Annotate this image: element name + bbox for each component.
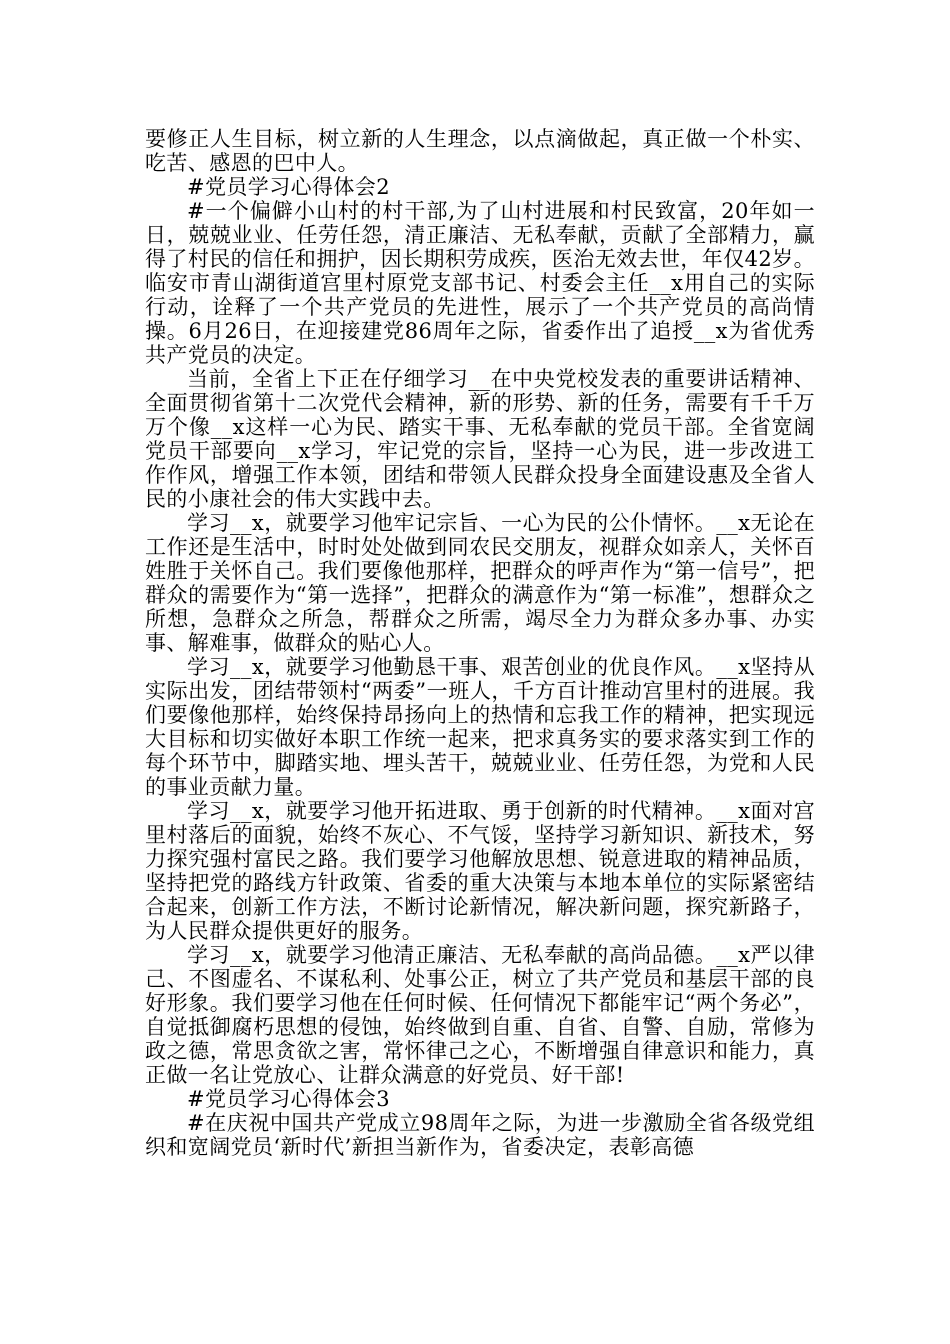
paragraph: #一个偏僻小山村的村干部,为了山村进展和村民致富，20年如一日，兢兢业业、任劳任怨，清正廉洁、无私奉献，贡献了全部精力，赢得了村民的信任和拥护，因长期积劳成疾，医治无效去世，年仅42岁。临安市青山湖街道宫里村原党支部书记、村委会主任__x用自己的实际行动，诠释了一个共产党员的先进性，展示了一个共产党员的高尚情操。6月26日，在迎接建党86周年之际，省委作出了追授__x为省优秀共产党员的决定。 [145, 199, 815, 367]
paragraph: 学习__x，就要学习他开拓进取、勇于创新的时代精神。__x面对宫里村落后的面貌，始终不灰心、不气馁，坚持学习新知识、新技术，努力探究强村富民之路。我们要学习他解放思想、锐意进取的精神品质，坚持把党的路线方针政策、省委的重大决策与本地本单位的实际紧密结合起来，创新工作方法，不断讨论新情况，解决新问题，探究新路子，为人民群众提供更好的服务。 [145, 799, 815, 943]
section-heading-3: #党员学习心得体会3 [187, 1087, 390, 1111]
paragraph: 学习__x，就要学习他清正廉洁、无私奉献的高尚品德。__x严以律己、不图虚名、不谋私利、处事公正，树立了共产党员和基层干部的良好形象。我们要学习他在任何时候、任何情况下都能牢记“两个务必”，自觉抵御腐朽思想的侵蚀，始终做到自重、自省、自警、自励，常修为政之德，常思贪欲之害，常怀律己之心，不断增强自律意识和能力，真正做一名让党放心、让群众满意的好党员、好干部! [145, 943, 815, 1087]
section-heading-2: #党员学习心得体会2 [187, 175, 390, 199]
paragraph: 学习__x，就要学习他牢记宗旨、一心为民的公仆情怀。__x无论在工作还是生活中，时时处处做到同农民交朋友，视群众如亲人，关怀百姓胜于关怀自己。我们要像他那样，把群众的呼声作为“第一信号”，把群众的需要作为“第一选择”，把群众的满意作为“第一标准”，想群众之所想，急群众之所急，帮群众之所需，竭尽全力为群众多办事、办实事、解难事，做群众的贴心人。 [145, 511, 815, 655]
paragraph-continuation: 要修正人生目标，树立新的人生理念，以点滴做起，真正做一个朴实、吃苦、感恩的巴中人。 [145, 127, 815, 175]
paragraph: #在庆祝中国共产党成立98周年之际，为进一步激励全省各级党组织和宽阔党员‘新时代’新担当新作为，省委决定，表彰高德 [145, 1111, 815, 1159]
document-body [145, 127, 815, 1159]
paragraph: 当前，全省上下正在仔细学习__在中央党校发表的重要讲话精神、全面贯彻省第十二次党代会精神，新的形势、新的任务，需要有千千万万个像__x这样一心为民、踏实干事、无私奉献的党员干部。全省宽阔党员干部要向__x学习，牢记党的宗旨，坚持一心为民，进一步改进工作作风，增强工作本领，团结和带领人民群众投身全面建设惠及全省人民的小康社会的伟大实践中去。 [145, 367, 815, 511]
paragraph: 学习__x，就要学习他勤恳干事、艰苦创业的优良作风。__x坚持从实际出发，团结带领村“两委”一班人，千方百计推动宫里村的进展。我们要像他那样，始终保持昂扬向上的热情和忘我工作的精神，把实现远大目标和切实做好本职工作统一起来，把求真务实的要求落实到工作的每个环节中，脚踏实地、埋头苦干，兢兢业业、任劳任怨，为党和人民的事业贡献力量。 [145, 655, 815, 799]
